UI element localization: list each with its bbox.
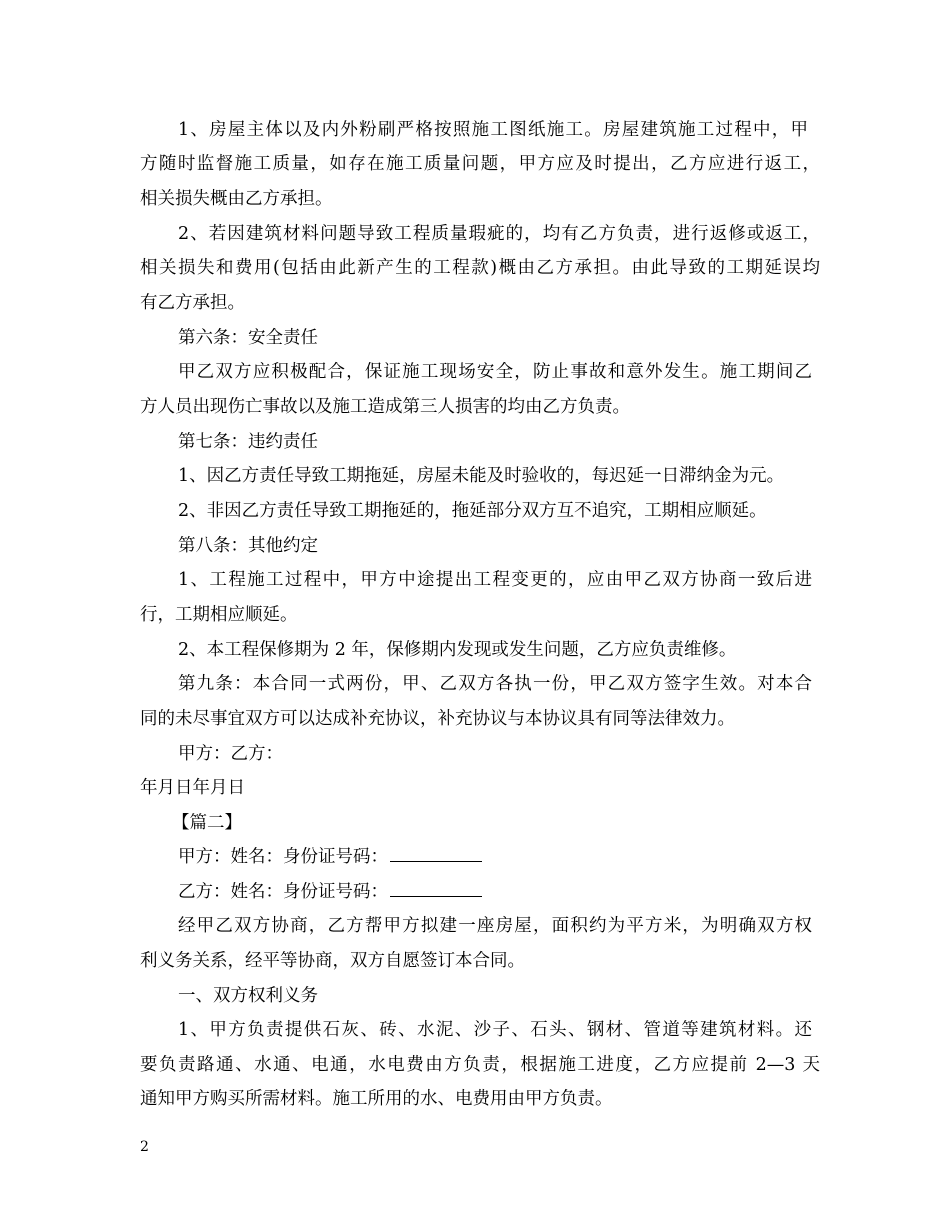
paragraph-line: 行，工期相应顺延。: [140, 605, 298, 625]
paragraph-line: 1、房屋主体以及内外粉刷严格按照施工图纸施工。房屋建筑施工过程中，甲: [178, 120, 808, 140]
paragraph-line: 有乙方承担。: [140, 293, 245, 313]
paragraph-line: 通知甲方购买所需材料。施工所用的水、电费用由甲方负责。: [140, 1089, 613, 1109]
page-number: 2: [140, 1139, 149, 1155]
part-heading: 【篇二】: [172, 813, 242, 833]
party-a-label: 甲方：姓名：身份证号码：: [178, 847, 388, 867]
paragraph-line: 2、若因建筑材料问题导致工程质量瑕疵的，均有乙方负责，进行返修或返工，: [178, 224, 820, 244]
signature-line: 甲方：乙方：: [178, 744, 283, 764]
section-heading: 第八条：其他约定: [178, 536, 318, 556]
paragraph-line: 方人员出现伤亡事故以及施工造成第三人损害的均由乙方负责。: [140, 397, 630, 417]
date-line: 年月日年月日: [140, 778, 245, 798]
paragraph-line: 甲乙双方应积极配合，保证施工现场安全，防止事故和意外发生。施工期间乙: [178, 362, 812, 382]
party-b-label: 乙方：姓名：身份证号码：: [178, 882, 388, 902]
paragraph-line: 要负责路通、水通、电通，水电费由方负责，根据施工进度，乙方应提前 2—3 天: [140, 1055, 820, 1075]
paragraph-line: 1、工程施工过程中，甲方中途提出工程变更的，应由甲乙双方协商一致后进: [178, 570, 812, 590]
paragraph-line: 方随时监督施工质量，如存在施工质量问题，甲方应及时提出，乙方应进行返工，: [140, 154, 820, 174]
paragraph-line: 第九条：本合同一式两份，甲、乙双方各执一份，甲乙双方签字生效。对本合: [178, 674, 812, 694]
id-number-blank: [390, 882, 482, 897]
section-heading: 第七条：违约责任: [178, 432, 318, 452]
paragraph-line: 1、甲方负责提供石灰、砖、水泥、沙子、石头、钢材、管道等建筑材料。还: [178, 1020, 812, 1040]
party-a-line: [178, 846, 858, 868]
party-b-line: [178, 881, 858, 903]
paragraph-line: 同的未尽事宜双方可以达成补充协议，补充协议与本协议具有同等法律效力。: [140, 709, 735, 729]
paragraph-line: 相关损失和费用(包括由此新产生的工程款)概由乙方承担。由此导致的工期延误均: [140, 258, 820, 278]
section-heading: 一、双方权利义务: [178, 986, 318, 1006]
paragraph-line: 相关损失概由乙方承担。: [140, 189, 333, 209]
section-heading: 第六条：安全责任: [178, 328, 318, 348]
paragraph-line: 经甲乙双方协商，乙方帮甲方拟建一座房屋，面积约为平方米，为明确双方权: [178, 916, 812, 936]
paragraph-line: 1、因乙方责任导致工期拖延，房屋未能及时验收的，每迟延一日滞纳金为元。: [178, 466, 785, 486]
paragraph-line: 2、非因乙方责任导致工期拖延的，拖延部分双方互不追究，工期相应顺延。: [178, 501, 767, 521]
id-number-blank: [390, 847, 482, 862]
paragraph-line: 利义务关系，经平等协商，双方自愿签订本合同。: [140, 951, 525, 971]
paragraph-line: 2、本工程保修期为 2 年，保修期内发现或发生问题，乙方应负责维修。: [178, 640, 737, 660]
